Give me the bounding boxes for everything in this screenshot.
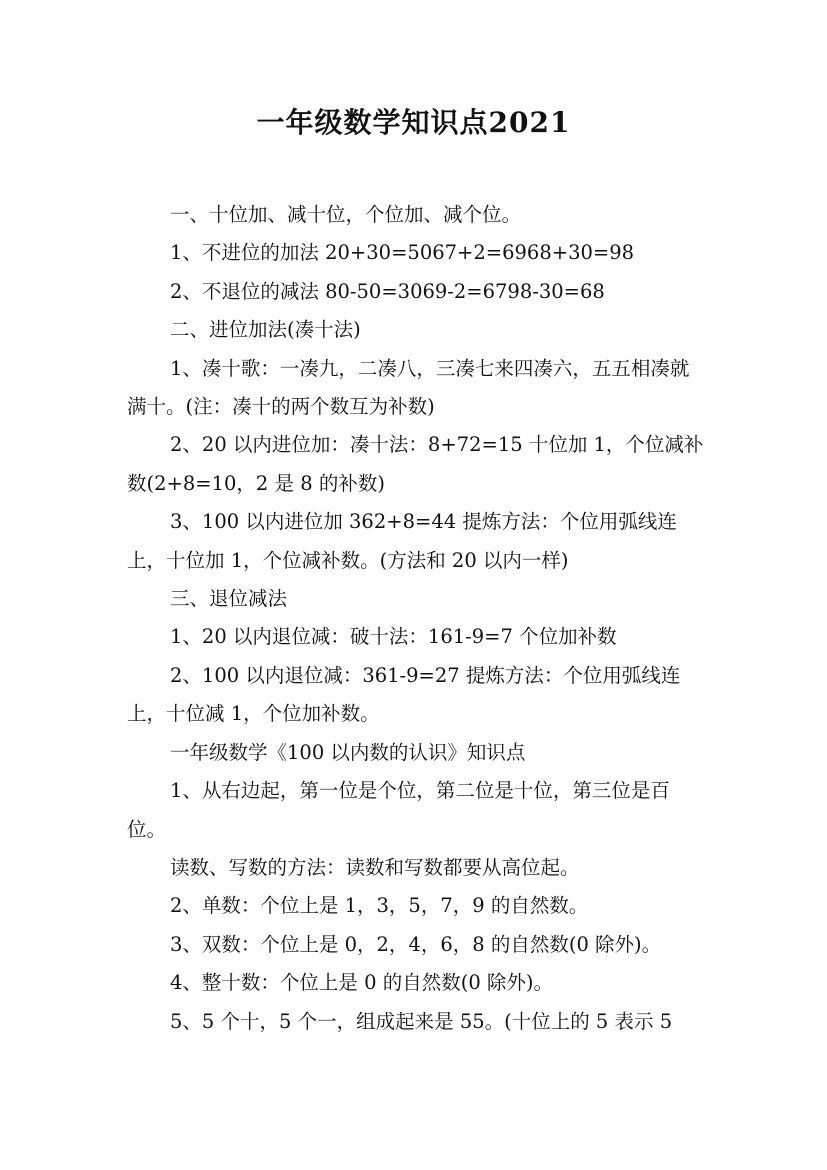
- paragraph: 3、100 以内进位加 362+8=44 提炼方法：个位用弧线连上，十位加 1，个位减补数。(方法和 20 以内一样): [127, 510, 677, 572]
- paragraph: 5、5 个十，5 个一，组成起来是 55。(十位上的 5 表示 5: [170, 1009, 673, 1033]
- document-body: [127, 196, 707, 1041]
- paragraph-section-3-heading: 三、退位减法: [170, 587, 288, 611]
- paragraph: 1、从右边起，第一位是个位，第二位是十位，第三位是百位。: [127, 779, 670, 841]
- paragraph-section-2-heading: 二、进位加法(凑十法): [170, 318, 361, 342]
- paragraph: 1、20 以内退位减：破十法：161-9=7 个位加补数: [170, 625, 617, 649]
- paragraph-section-1-heading: 一、十位加、减十位，个位加、减个位。: [170, 203, 522, 226]
- paragraph: 2、单数：个位上是 1，3，5，7，9 的自然数。: [170, 894, 589, 918]
- document-title: 一年级数学知识点2021: [256, 106, 571, 139]
- paragraph: 4、整十数：个位上是 0 的自然数(0 除外)。: [170, 971, 554, 995]
- paragraph-subheading: 一年级数学《100 以内数的认识》知识点: [170, 740, 526, 764]
- paragraph: 2、不退位的减法 80-50=3069-2=6798-30=68: [170, 279, 605, 303]
- paragraph: 3、双数：个位上是 0，2，4，6，8 的自然数(0 除外)。: [170, 932, 662, 956]
- paragraph: 读数、写数的方法：读数和写数都要从高位起。: [170, 855, 580, 879]
- paragraph: 2、100 以内退位减：361-9=27 提炼方法：个位用弧线连上，十位减 1，个位加补数。: [127, 663, 681, 726]
- paragraph: 1、不进位的加法 20+30=5067+2=6968+30=98: [170, 241, 635, 265]
- paragraph: 2、20 以内进位加：凑十法：8+72=15 十位加 1，个位减补数(2+8=10，2 是 8 的补数): [127, 433, 704, 495]
- paragraph: 1、凑十歌：一凑九，二凑八，三凑七来四凑六，五五相凑就满十。(注：凑十的两个数互为补数): [127, 356, 690, 419]
